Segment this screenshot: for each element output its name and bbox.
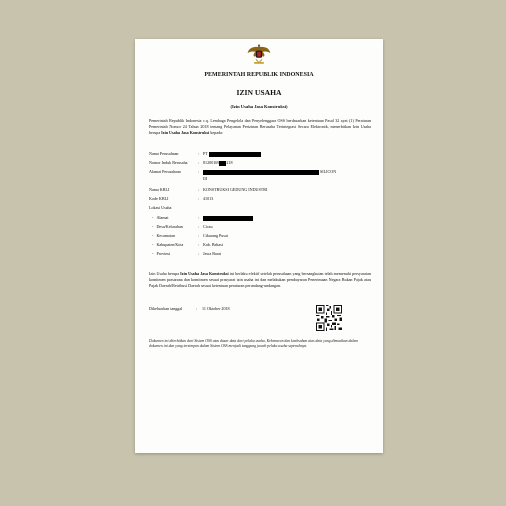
field-label-company-name: Nama Perusahaan	[149, 151, 179, 156]
field-value-village: Cicau	[203, 224, 213, 229]
field-value-district: Cikarang Pusat	[203, 233, 228, 238]
field-value-company-name: PT	[203, 151, 261, 157]
field-value-nib: 81200169 218	[203, 160, 233, 165]
field-value-kbli-name: KONSTRUKSI GEDUNG INDUSTRI	[203, 187, 268, 192]
issued-date-value: 11 Oktober 2018	[202, 306, 230, 311]
field-value-province: Jawa Barat	[203, 251, 222, 256]
field-label-nib: Nomor Induk Berusaha	[149, 160, 188, 165]
garuda-emblem-icon	[247, 41, 271, 65]
government-heading: PEMERINTAH REPUBLIK INDONESIA	[204, 72, 314, 78]
document-subtitle: (Izin Usaha Jasa Konstruksi)	[230, 104, 288, 109]
redacted-block	[203, 170, 319, 175]
issued-date-label: Dikeluarkan tanggal	[149, 306, 183, 311]
redacted-block	[209, 152, 261, 157]
field-value-address-line2: III	[203, 176, 208, 181]
field-value-address: SILICON	[203, 169, 336, 175]
redacted-block	[203, 216, 253, 221]
footnote: Dokumen ini diterbitkan dari Sistem OSS atas dasar data dari pelaku usaha, Kebenaran dan keabsahan atas data yang dimuatkan dalam dokumen ini dan yang tersimpan dalam Sistem OSS menjadi tanggung jawab pelaku usaha sepenuhnya.	[149, 339, 359, 349]
field-label-kbli-name: Nama KBLI	[149, 187, 170, 192]
field-label-kbli-code: Kode KBLI	[149, 196, 169, 201]
field-label-business-location: Lokasi Usaha	[149, 205, 172, 210]
closing-paragraph: Izin Usaha berupa Izin Usaha Jasa Konstruksi ini berlaku efektif setelah perusahaan yang bersangkutan telah memenuhi persyaratan komitmen prasarana dan komitmen sesuai prasyarat izin usaha ini dan melakukan pembayaran Penerimaan Negara Bukan Pajak atau Pajak Daerah/Retribusi Daerah sesuai ketentuan peraturan perundang-undangan.	[149, 271, 371, 288]
document-title: IZIN USAHA	[236, 88, 282, 97]
field-value-location-address	[203, 215, 253, 221]
intro-paragraph: Pemerintah Republik Indonesia c.q. Lembaga Pengelola dan Penyelenggara OSS berdasarkan ketentuan Pasal 32 ayat (1) Peraturan Pemerintah Nomor 24 Tahun 2018 tentang Pelayanan Perizinan Berusaha Terintegrasi Secara Elektronik, menerbitkan Izin Usaha berupa Izin Usaha Jasa Konstruksi kepada:	[149, 118, 371, 135]
field-value-kbli-code: 41013	[203, 196, 214, 201]
field-label-regency: - Kabupaten/Kota	[152, 242, 184, 247]
field-label-province: - Provinsi	[152, 251, 171, 256]
field-label-address: Alamat Perusahaan	[149, 169, 181, 174]
qr-code-icon	[316, 305, 342, 331]
field-label-location-address: - Alamat	[152, 215, 169, 220]
field-label-district: - Kecamatan	[152, 233, 175, 238]
document-page: PEMERINTAH REPUBLIK INDONESIA IZIN USAHA (Izin Usaha Jasa Konstruksi) Pemerintah Republik Indonesia c.q. Lembaga Pengelola dan Penyelenggara OSS berdasarkan ketentuan Pasal 32 ayat (1) Peraturan Pemerintah Nomor 24 Tahun 2018 tentang Pelayanan Perizinan Berusaha Terintegrasi Secara Elektronik, menerbitkan Izin Usaha berupa Izin Usaha Jasa Konstruksi kepada: Nama Perusahaan : PT Nomor Induk Berusaha : 81200169 218 Alamat Perusahaan : SILICON III Nama KBLI : KONSTRUKSI GEDUNG INDUSTRI Kode KBLI : 41013 Lokasi Usaha - Alamat : - Desa/Kelurahan : Cicau - Kecamatan : Cikarang Pusat - Kabupaten/Kota : Kab. Bekasi - Provinsi : Jawa Barat Izin Usaha berupa Izin Usaha Jasa Konstruksi ini berlaku efektif setelah perusahaan yang bersangkutan telah memenuhi persyaratan komitmen prasarana dan komitmen sesuai prasyarat izin usaha ini dan melakukan pembayaran Penerimaan Negara Bukan Pajak atau Pajak Daerah/Retribusi Daerah sesuai ketentuan peraturan perundang-undangan. Dikeluarkan tanggal : 11 Oktober 2018 Dokumen ini diterbitkan dari Sistem OSS atas dasar data dari pelaku usaha, Kebenaran dan keabsahan atas data yang dimuatkan dalam dokumen ini dan yang tersimpan dalam Sistem OSS menjadi tanggung jawab pelaku usaha sepenuhnya.	[135, 39, 383, 453]
field-value-regency: Kab. Bekasi	[203, 242, 224, 247]
field-label-village: - Desa/Kelurahan	[152, 224, 183, 229]
